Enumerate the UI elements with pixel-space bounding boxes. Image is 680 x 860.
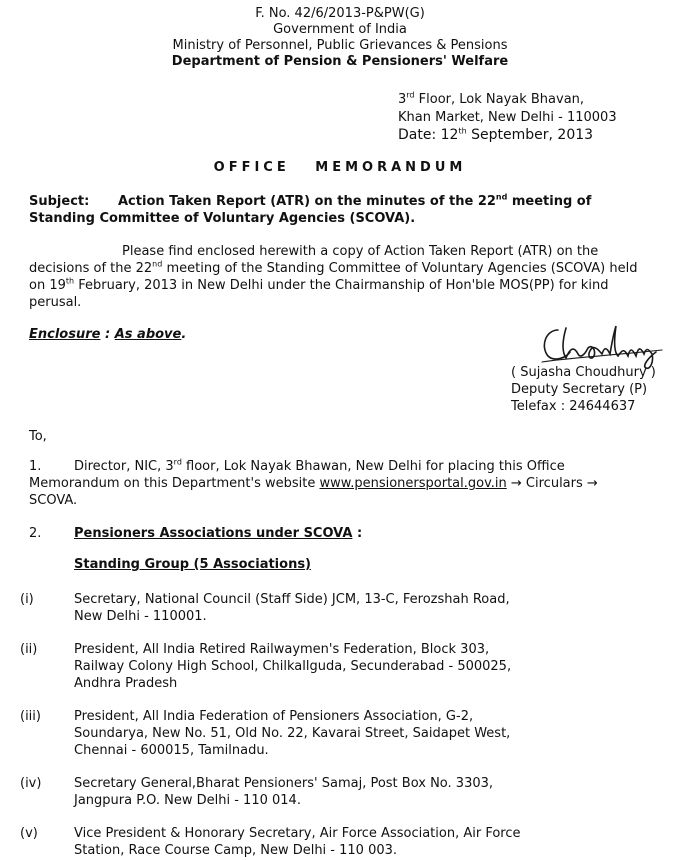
memo-date: Date: 12th September, 2013 <box>398 126 594 143</box>
subject-label: Subject: <box>29 194 90 209</box>
file-number: F. No. 42/6/2013-P&PW(G) <box>255 6 425 21</box>
signatory-telefax: Telefax : 24644637 <box>511 399 636 414</box>
item-2-number: 2. <box>29 526 42 541</box>
association-num-ii: (ii) <box>20 642 38 657</box>
arrow-icon: → <box>586 476 598 491</box>
website-link[interactable]: www.pensionersportal.gov.in <box>319 476 507 491</box>
to-label: To, <box>29 429 47 444</box>
signatory-designation: Deputy Secretary (P) <box>511 382 648 397</box>
body-line-4: perusal. <box>29 295 82 310</box>
address-line-1: 3rd Floor, Lok Nayak Bhavan, <box>398 90 585 107</box>
body-line-3: on 19th February, 2013 in New Delhi under the Chairmanship of Hon'ble MOS(PP) for kind <box>29 276 609 293</box>
association-num-v: (v) <box>20 826 38 841</box>
association-num-iv: (iv) <box>20 776 42 791</box>
item-1-number: 1. <box>29 459 42 474</box>
association-iv-line-1: Secretary General,Bharat Pensioners' Samaj, Post Box No. 3303, <box>74 776 494 791</box>
department-name: Department of Pension & Pensioners' Welfare <box>171 54 509 69</box>
arrow-icon: → <box>510 476 522 491</box>
association-ii-line-3: Andhra Pradesh <box>74 676 178 691</box>
association-v-line-2: Station, Race Course Camp, New Delhi - 110 003. <box>74 843 398 858</box>
memo-title: OFFICE MEMORANDUM <box>213 160 467 175</box>
association-i-line-1: Secretary, National Council (Staff Side) JCM, 13-C, Ferozshah Road, <box>74 592 510 607</box>
association-iii-line-3: Chennai - 600015, Tamilnadu. <box>74 743 269 758</box>
body-line-1: Please find enclosed herewith a copy of Action Taken Report (ATR) on the <box>122 244 599 259</box>
item-1-line-1: Director, NIC, 3rd floor, Lok Nayak Bhawan, New Delhi for placing this Office <box>74 457 565 474</box>
association-v-line-1: Vice President & Honorary Secretary, Air Force Association, Air Force <box>74 826 521 841</box>
association-num-i: (i) <box>20 592 34 607</box>
association-iv-line-2: Jangpura P.O. New Delhi - 110 014. <box>74 793 301 808</box>
item-1-line-2: Memorandum on this Department's website www.pensionersportal.gov.in → Circulars → <box>29 476 598 491</box>
association-i-line-2: New Delhi - 110001. <box>74 609 207 624</box>
government-name: Government of India <box>273 22 407 37</box>
ministry-name: Ministry of Personnel, Public Grievances & Pensions <box>172 38 508 53</box>
association-ii-line-1: President, All India Retired Railwaymen's Federation, Block 303, <box>74 642 490 657</box>
item-2-heading: Pensioners Associations under SCOVA : <box>74 526 363 541</box>
body-line-2: decisions of the 22nd meeting of the Standing Committee of Voluntary Agencies (SCOVA) held <box>29 259 638 276</box>
association-iii-line-1: President, All India Federation of Pensioners Association, G-2, <box>74 709 474 724</box>
subject-line-1: Action Taken Report (ATR) on the minutes of the 22nd meeting of <box>118 192 592 209</box>
association-num-iii: (iii) <box>20 709 41 724</box>
address-line-2: Khan Market, New Delhi - 110003 <box>398 110 617 125</box>
enclosure-line: Enclosure : As above. <box>29 327 187 342</box>
association-iii-line-2: Soundarya, New No. 51, Old No. 22, Kavarai Street, Saidapet West, <box>74 726 511 741</box>
subject-line-2: Standing Committee of Voluntary Agencies (SCOVA). <box>29 211 416 226</box>
association-ii-line-2: Railway Colony High School, Chilkallguda, Secunderabad - 500025, <box>74 659 512 674</box>
item-1-line-3: SCOVA. <box>29 493 78 508</box>
standing-group-heading: Standing Group (5 Associations) <box>74 557 312 572</box>
signatory-name: ( Sujasha Choudhury ) <box>511 365 656 380</box>
